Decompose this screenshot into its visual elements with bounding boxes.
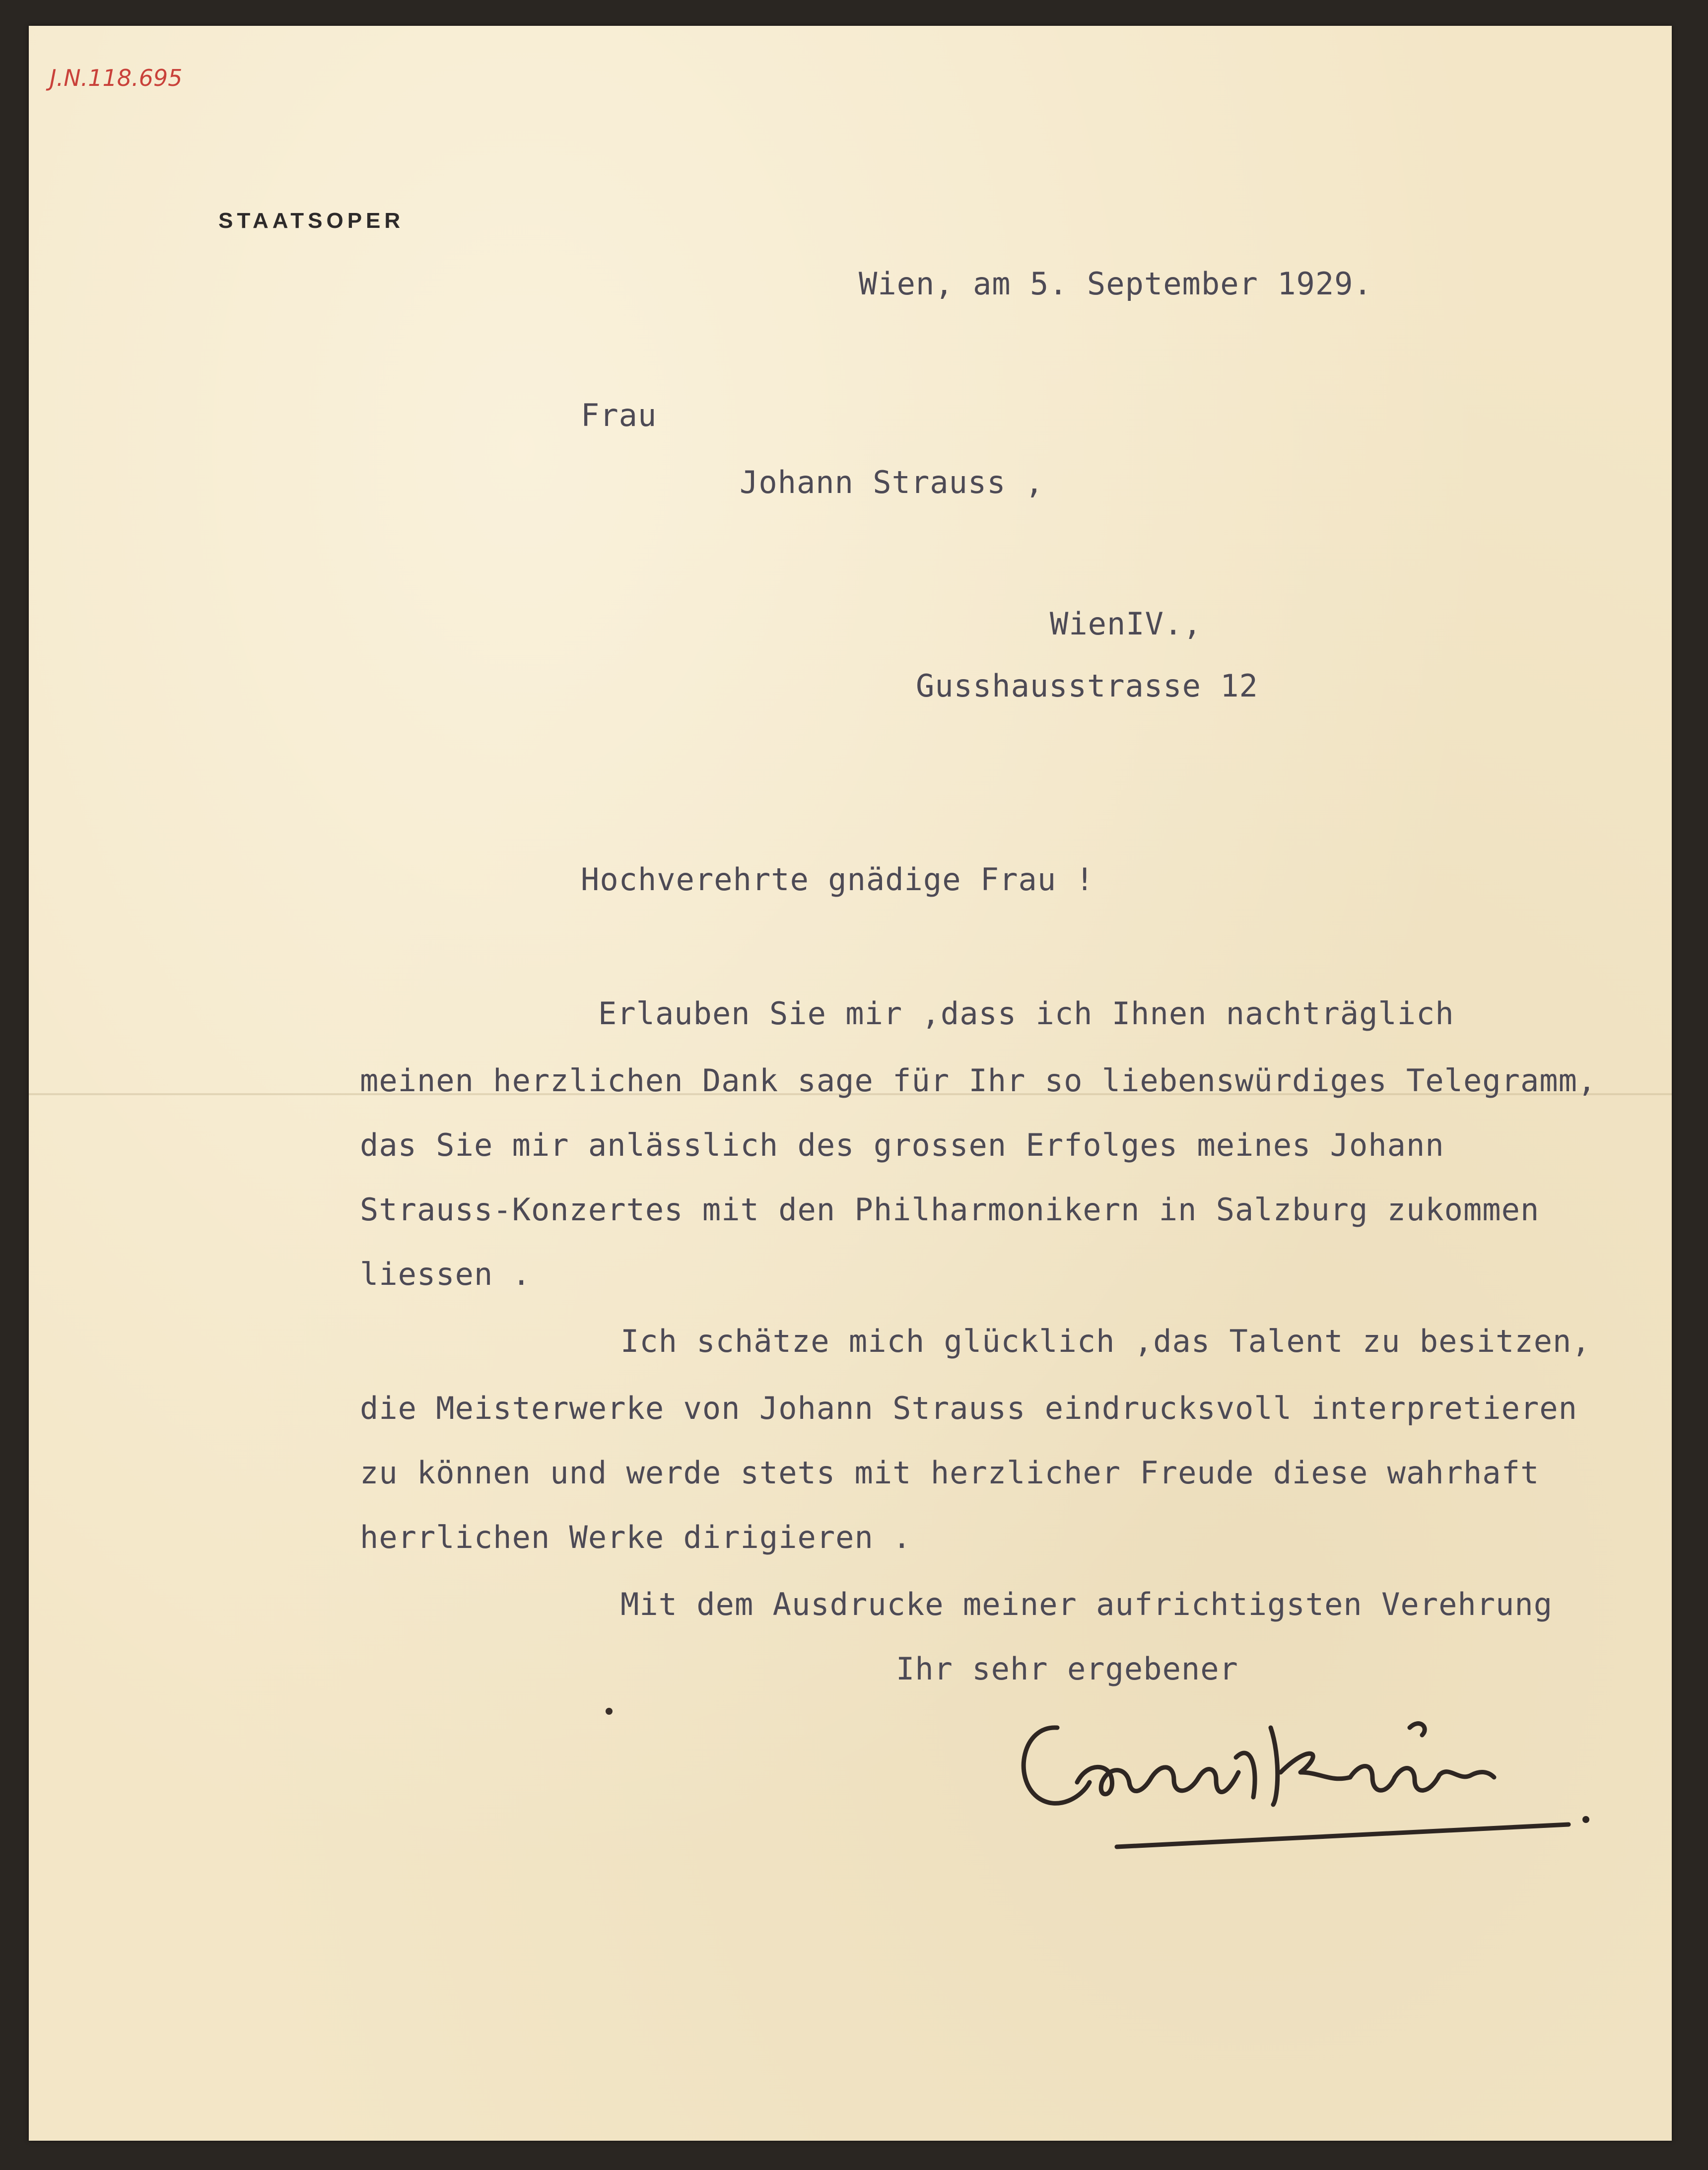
body-line: Strauss-Konzertes mit den Philharmonikern in Salzburg zukommen: [360, 1191, 1540, 1228]
archive-number: J.N.118.695: [50, 65, 183, 91]
body-line: meinen herzlichen Dank sage für Ihr so liebenswürdiges Telegramm,: [360, 1062, 1597, 1099]
greeting: Hochverehrte gnädige Frau !: [581, 861, 1094, 898]
body-line: zu können und werde stets mit herzlicher Freude diese wahrhaft: [360, 1455, 1540, 1491]
body-line: Erlauben Sie mir ,dass ich Ihnen nachträglich: [598, 995, 1454, 1032]
body-line: die Meisterwerke von Johann Strauss eindrucksvoll interpretieren: [360, 1390, 1577, 1426]
body-line: liessen .: [360, 1256, 531, 1292]
recipient-street: Gusshausstrasse 12: [916, 668, 1258, 704]
letterhead: STAATSOPER: [218, 209, 405, 233]
closing-signoff: Ihr sehr ergebener: [896, 1651, 1238, 1687]
handwritten-signature: [1003, 1698, 1608, 1887]
ink-spot: [606, 1708, 613, 1715]
closing-line: Mit dem Ausdrucke meiner aufrichtigsten Verehrung: [620, 1586, 1553, 1622]
body-line: herrlichen Werke dirigieren .: [360, 1519, 912, 1555]
recipient-name: Johann Strauss ,: [740, 464, 1044, 500]
recipient-salutation: Frau: [581, 397, 657, 433]
body-line: Ich schätze mich glücklich ,das Talent zu besitzen,: [620, 1323, 1591, 1359]
date-line: Wien, am 5. September 1929.: [859, 266, 1372, 302]
recipient-city: WienIV.,: [1050, 606, 1202, 642]
body-line: das Sie mir anlässlich des grossen Erfolges meines Johann: [360, 1127, 1444, 1163]
